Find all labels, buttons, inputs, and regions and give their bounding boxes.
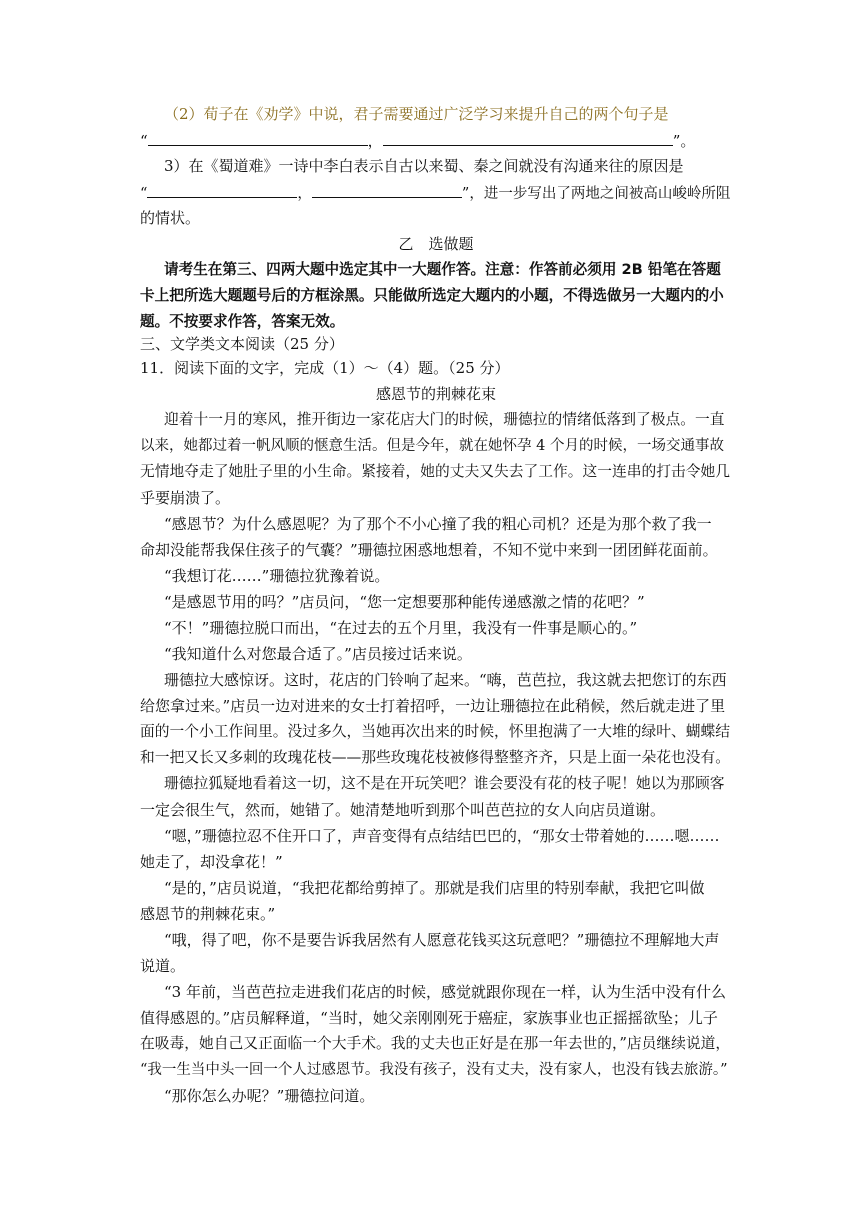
question-3-line-3: 的情状。 [140,209,201,227]
open-quote: “ [140,132,148,150]
answer-blank-2[interactable] [383,130,673,146]
story-line: 她走了，却没拿花！” [140,853,283,871]
question-2-text: （2）荀子在《劝学》中说，君子需要通过广泛学习来提升自己的两个句子是 [164,105,669,123]
elective-notice-line: 卡上把所选大题题号后的方框涂黑。只能做所选定大题内的小题，不得选做另一大题内的小 [140,287,724,304]
story-line: 迎着十一月的寒风，推开街边一家花店大门的时候，珊德拉的情绪低落到了极点。一直 [164,411,725,428]
story-line: 珊德拉狐疑地看着这一切，这不是在开玩笑吧？谁会要没有花的枝子呢！她以为那顾客 [164,775,725,792]
question-3-text: 3）在《蜀道难》一诗中李白表示自古以来蜀、秦之间就没有沟通来往的原因是 [164,157,684,175]
story-line: 无情地夺走了她肚子里的小生命。紧接着，她的丈夫又失去了工作。这一连串的打击令她几 [140,463,730,480]
story-line: 一定会很生气，然而，她错了。她清楚地听到那个叫芭芭拉的女人向店员道谢。 [140,801,666,819]
story-line: “是的，”店员说道，“我把花都给剪掉了。那就是我们店里的特别奉献，我把它叫做 [164,879,705,897]
story-line: “嗯，”珊德拉忍不住开口了，声音变得有点结结巴巴的，“那女士带着她的……嗯…… [164,827,720,845]
answer-blank-4[interactable] [312,182,462,198]
story-line: 命却没能帮我保住孩子的气囊？”珊德拉困惑地想着，不知不觉中来到一团团鲜花面前。 [140,541,718,559]
story-line: “我知道什么对您最合适了。”店员接过话来说。 [164,645,472,663]
story-line: 和一把又长又多刺的玫瑰花枝——那些玫瑰花枝被修得整整齐齐，只是上面一朵花也没有。 [140,749,730,766]
story-line: “那你怎么办呢？”珊德拉问道。 [164,1087,375,1105]
story-line: 珊德拉大感惊讶。这时，花店的门铃响了起来。“嗨，芭芭拉，我这就去把您订的东西 [164,671,727,689]
answer-blank-3[interactable] [147,182,297,198]
question-3-after-text: ”，进一步写出了两地之间被高山峻岭所阻 [461,186,731,202]
story-line: 感恩节的荆棘花束。” [140,905,276,923]
story-line: “我一生当中头一回一个人过感恩节。我没有孩子，没有丈夫，没有家人，也没有钱去旅游。” [140,1062,728,1078]
story-line: 乎要崩溃了。 [140,489,231,507]
story-line: 给您拿过来。”店员一边对进来的女士打着招呼，一边让珊德拉在此稍候，然后就走进了里 [140,697,726,715]
elective-heading: 乙 选做题 [398,235,474,253]
elective-notice-line: 请考生在第三、四两大题中选定其中一大题作答。注意：作答前必须用 2B 铅笔在答题 [164,261,721,278]
story-line: “是感恩节用的吗？”店员问，“您一定想要那种能传递感激之情的花吧？” [164,593,645,611]
comma: ， [297,186,312,202]
question-2-answer-line [140,130,732,151]
section-three-title: 三、文学类文本阅读（25 分） [140,335,344,353]
story-line: “3 年前，当芭芭拉走进我们花店的时候，感觉就跟你现在一样，认为生活中没有什么 [164,983,726,1001]
open-quote: “ [140,186,148,202]
story-title: 感恩节的荆棘花束 [375,385,496,403]
story-line: 以来，她都过着一帆风顺的惬意生活。但是今年，就在她怀孕 4 个月的时候，一场交通事故 [140,438,724,454]
story-line: 说道。 [140,957,186,975]
story-line: “感恩节？为什么感恩呢？为了那个不小心撞了我的粗心司机？还是为那个救了我一 [164,515,712,533]
story-line: “不！”珊德拉脱口而出，“在过去的五个月里，我没有一件事是顺心的。” [164,619,638,637]
story-line: 面的一个小工作间里。没过多久，当她再次出来的时候，怀里抱满了一大堆的绿叶、蝴蝶结 [140,723,730,740]
elective-notice-line: 题。不按要求作答，答案无效。 [140,313,345,330]
story-line: “哦，得了吧，你不是要告诉我居然有人愿意花钱买这玩意吧？”珊德拉不理解地大声 [164,931,720,949]
question-3-answer-line [140,182,732,204]
comma: ， [367,132,383,150]
story-line: 值得感恩的。”店员解释道，“当时，她父亲刚刚死于癌症，家族事业也正摇摇欲坠；儿子 [140,1009,718,1027]
close-quote: ”。 [672,132,696,150]
answer-blank-1[interactable] [148,130,368,146]
story-line: 在吸毒，她自己又正面临一个大手术。我的丈夫也正好是在那一年去世的，”店员继续说道， [140,1035,731,1052]
question-11-instruction: 11．阅读下面的文字，完成（1）～（4）题。（25 分） [140,359,510,377]
story-line: “我想订花……”珊德拉犹豫着说。 [164,567,390,585]
